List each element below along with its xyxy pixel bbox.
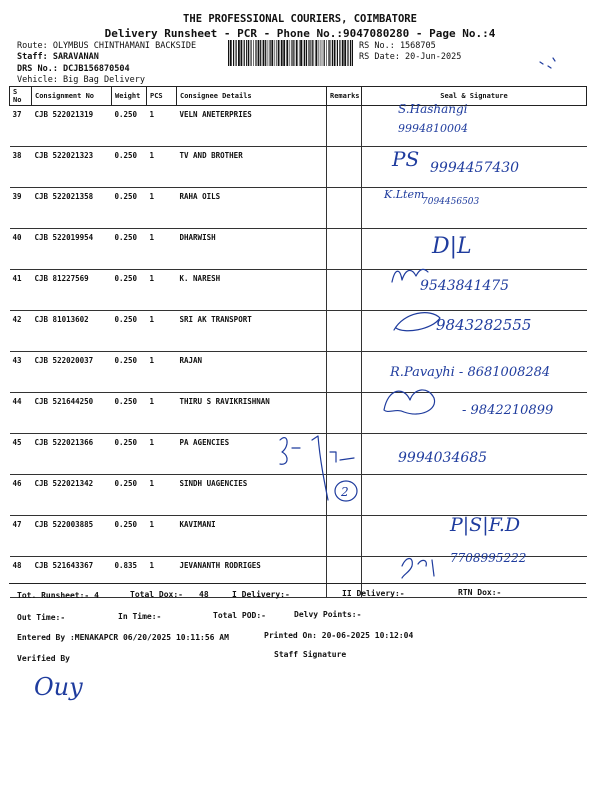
company-title: THE PROFESSIONAL COURIERS, COIMBATORE <box>183 13 417 25</box>
row-pcs: 1 <box>147 393 177 434</box>
header-sno: S No <box>10 87 32 106</box>
row-weight: 0.250 <box>112 475 147 516</box>
phone-row-39: 7094456503 <box>422 197 480 207</box>
row-consignment-no: CJB 522021323 <box>32 147 112 188</box>
printed-on: Printed On: 20-06-2025 10:12:04 <box>264 631 414 640</box>
staff-signature: Staff Signature <box>274 650 347 659</box>
row-sno: 45 <box>10 434 32 475</box>
row-sno: 40 <box>10 229 32 270</box>
signature-row-43: R.Pavayhi - 8681008284 <box>390 365 551 380</box>
row-weight: 0.835 <box>112 557 147 598</box>
header-consignment-no: Consignment No <box>32 87 112 106</box>
header-seal-signature: Seal & Signature <box>362 87 587 106</box>
delvy-points: Delvy Points:- <box>294 610 362 619</box>
row-consignment-no: CJB 521643367 <box>32 557 112 598</box>
phone-row-48: 7708995222 <box>450 551 527 565</box>
row-pcs: 1 <box>147 352 177 393</box>
row-pcs: 1 <box>147 475 177 516</box>
row-consignee: DHARWISH <box>177 229 327 270</box>
row-weight: 0.250 <box>112 229 147 270</box>
row-pcs: 1 <box>147 434 177 475</box>
row-pcs: 1 <box>147 106 177 147</box>
row-sno: 38 <box>10 147 32 188</box>
signature-row-47: P|S|F.D <box>450 514 521 536</box>
row-sno: 44 <box>10 393 32 434</box>
out-time: Out Time:- <box>17 613 66 622</box>
phone-row-45: 9994034685 <box>398 450 488 466</box>
row-consignment-no: CJB 522021319 <box>32 106 112 147</box>
in-time: In Time:- <box>118 612 162 621</box>
row-sno: 43 <box>10 352 32 393</box>
header-pcs: PCS <box>147 87 177 106</box>
entered-by: Entered By :MENAKAPCR 06/20/2025 10:11:56 AM <box>17 633 229 642</box>
signature-row-38: PS <box>392 147 420 171</box>
signature-row-39: K.Ltem <box>384 188 425 201</box>
row-weight: 0.250 <box>112 434 147 475</box>
total-pod: Total POD:- <box>213 611 266 620</box>
header-weight: Weight <box>112 87 147 106</box>
row-sno: 39 <box>10 188 32 229</box>
row-consignee: VELN ANETERPRIES <box>177 106 327 147</box>
phone-row-38: 9994457430 <box>430 160 520 176</box>
row-weight: 0.250 <box>112 270 147 311</box>
signature-row-40: D|L <box>432 234 472 259</box>
row-consignment-no: CJB 522020037 <box>32 352 112 393</box>
row-consignment-no: CJB 521644250 <box>32 393 112 434</box>
stray-marks <box>540 58 555 68</box>
phone-row-37: 9994810004 <box>398 122 468 135</box>
row-consignment-no: CJB 522003885 <box>32 516 112 557</box>
row-consignee: K. NARESH <box>177 270 327 311</box>
row-consignment-no: CJB 81013602 <box>32 311 112 352</box>
runsheet-subtitle: Delivery Runsheet - PCR - Phone No.:9047080280 - Page No.:4 <box>104 27 496 40</box>
signature-row-48 <box>402 559 434 579</box>
row-pcs: 1 <box>147 516 177 557</box>
row-consignee: SINDH UAGENCIES <box>177 475 327 516</box>
row-consignee: RAHA OILS <box>177 188 327 229</box>
header-consignee-details: Consignee Details <box>177 87 327 106</box>
row-weight: 0.250 <box>112 311 147 352</box>
phone-row-41: 9543841475 <box>420 278 510 294</box>
row-sno: 47 <box>10 516 32 557</box>
row-pcs: 1 <box>147 311 177 352</box>
row-sno: 48 <box>10 557 32 598</box>
rs-number: RS No.: 1568705 <box>359 41 436 51</box>
signature-row-37: S.Hashangi <box>398 102 468 116</box>
row-consignee: SRI AK TRANSPORT <box>177 311 327 352</box>
vehicle-label: Vehicle: Big Bag Delivery <box>17 75 145 85</box>
row-sno: 41 <box>10 270 32 311</box>
total-dox-value: 48 <box>199 590 209 599</box>
row-pcs: 1 <box>147 557 177 598</box>
row-consignee: RAJAN <box>177 352 327 393</box>
row-sno: 46 <box>10 475 32 516</box>
row-weight: 0.250 <box>112 147 147 188</box>
footer-divider <box>9 583 586 584</box>
circle-number: 2 <box>341 485 349 499</box>
row-weight: 0.250 <box>112 352 147 393</box>
phone-row-42: 9843282555 <box>436 316 532 334</box>
row-consignee: JEVANANTH RODRIGES <box>177 557 327 598</box>
signature-row-45-mark2 <box>330 452 354 462</box>
row-pcs: 1 <box>147 147 177 188</box>
staff-label: Staff: SARAVANAN <box>17 52 99 62</box>
tot-runsheet: Tot. Runsheet:- 4 <box>17 591 99 600</box>
row-consignment-no: CJB 522021342 <box>32 475 112 516</box>
drs-label: DRS No.: DCJB156870504 <box>17 64 130 74</box>
rtn-dox: RTN Dox:- <box>458 588 502 597</box>
signature-row-42 <box>394 313 440 331</box>
row-consignee: KAVIMANI <box>177 516 327 557</box>
signature-row-44 <box>384 390 435 414</box>
header-remarks: Remarks <box>327 87 362 106</box>
row-consignment-no: CJB 81227569 <box>32 270 112 311</box>
row-pcs: 1 <box>147 229 177 270</box>
row-consignment-no: CJB 522021366 <box>32 434 112 475</box>
ii-delivery: II Delivery:- <box>342 589 405 598</box>
row-sno: 37 <box>10 106 32 147</box>
i-delivery: I Delivery:- <box>232 590 290 599</box>
row-consignment-no: CJB 522019954 <box>32 229 112 270</box>
row-consignee: TV AND BROTHER <box>177 147 327 188</box>
route-label: Route: OLYMBUS CHINTHAMANI BACKSIDE <box>17 41 197 51</box>
row-sno: 42 <box>10 311 32 352</box>
row-pcs: 1 <box>147 188 177 229</box>
signature-row-45-mark <box>280 436 328 500</box>
row-consignee: PA AGENCIES <box>177 434 327 475</box>
row-consignee: THIRU S RAVIKRISHNAN <box>177 393 327 434</box>
row-weight: 0.250 <box>112 106 147 147</box>
row-weight: 0.250 <box>112 516 147 557</box>
verified-initials: Ouy <box>34 673 83 701</box>
row-weight: 0.250 <box>112 393 147 434</box>
phone-row-44: - 9842210899 <box>462 403 554 418</box>
verified-by: Verified By <box>17 654 70 663</box>
row-pcs: 1 <box>147 270 177 311</box>
row-consignment-no: CJB 522021358 <box>32 188 112 229</box>
rs-date: RS Date: 20-Jun-2025 <box>359 52 462 62</box>
total-dox-label: Total Dox:- <box>130 590 183 599</box>
row-weight: 0.250 <box>112 188 147 229</box>
